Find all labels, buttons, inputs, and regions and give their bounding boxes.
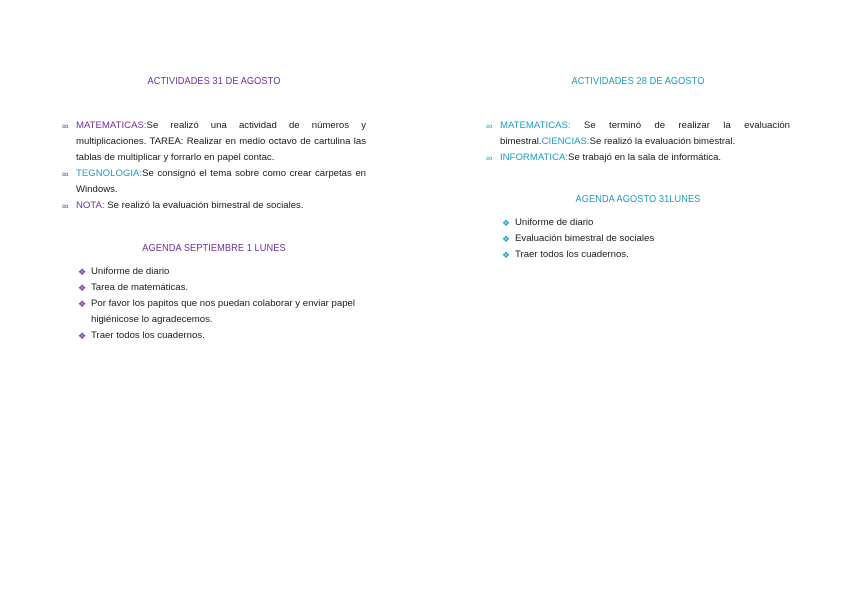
right-agenda-list — [502, 215, 792, 263]
infinity-icon: ∞ — [486, 153, 493, 163]
list-item — [62, 166, 366, 198]
diamond-bullet-icon: ❖ — [78, 267, 87, 277]
list-item: ❖ Por favor los papitos que nos puedan colaborar y enviar papel higiénicose lo agradecemos. — [78, 298, 355, 325]
subject-label: MATEMATICAS: — [500, 120, 571, 131]
diamond-bullet-icon: ❖ — [502, 234, 511, 244]
list-item: ❖ Tarea de matemáticas. — [78, 280, 368, 296]
infinity-icon: ∞ — [62, 201, 69, 211]
list-item: ❖ Traer todos los cuadernos. — [502, 247, 792, 263]
list-item — [486, 118, 790, 150]
activity-text: Se realizó una actividad de números y multiplicaciones. TAREA: Realizar en medio octavo de cartulina las tablas de multiplicar y forrarlo en papel contac. — [76, 120, 366, 163]
subject-label: NOTA: — [76, 200, 105, 211]
list-item: ❖ Traer todos los cuadernos. — [78, 328, 368, 344]
left-activities-list — [62, 118, 366, 214]
list-item — [62, 118, 366, 166]
activity-text: Se consignó el tema sobre como crear carpetas en Windows. — [76, 168, 366, 195]
left-activities-title: ACTIVIDADES 31 DE AGOSTO — [147, 76, 281, 87]
subject-label: INFORMATICA: — [500, 152, 569, 163]
infinity-icon: ∞ — [62, 121, 69, 131]
right-agenda-title: AGENDA AGOSTO 31LUNES — [575, 194, 701, 205]
list-item — [62, 198, 366, 214]
activity-text: Se trabajó en la sala de informática. — [568, 152, 722, 163]
list-item: ❖ Uniforme de diario — [78, 264, 368, 280]
diamond-bullet-icon: ❖ — [78, 331, 87, 341]
diamond-bullet-icon: ❖ — [502, 250, 511, 260]
diamond-bullet-icon: ❖ — [78, 283, 87, 293]
diamond-bullet-icon: ❖ — [78, 299, 87, 309]
list-item — [486, 150, 790, 166]
diamond-bullet-icon: ❖ — [502, 218, 511, 228]
right-activities-title: ACTIVIDADES 28 DE AGOSTO — [571, 76, 705, 87]
infinity-icon: ∞ — [62, 169, 69, 179]
subject-label: CIENCIAS: — [541, 136, 590, 147]
subject-label: MATEMATICAS: — [76, 120, 147, 131]
activity-text: Se realizó la evaluación bimestral de sociales. — [104, 200, 304, 211]
left-agenda-title: AGENDA SEPTIEMBRE 1 LUNES — [142, 243, 286, 254]
activity-text: Se realizó la evaluación bimestral. — [589, 136, 736, 147]
subject-label: TEGNOLOGIA: — [76, 168, 143, 179]
list-item: ❖ Evaluación bimestral de sociales — [502, 231, 792, 247]
infinity-icon: ∞ — [486, 121, 493, 131]
list-item: ❖ Uniforme de diario — [502, 215, 792, 231]
left-agenda-list — [78, 264, 368, 344]
activity-text: Se terminó de realizar la evaluación bimestral. — [500, 120, 790, 147]
right-activities-list — [486, 118, 790, 166]
